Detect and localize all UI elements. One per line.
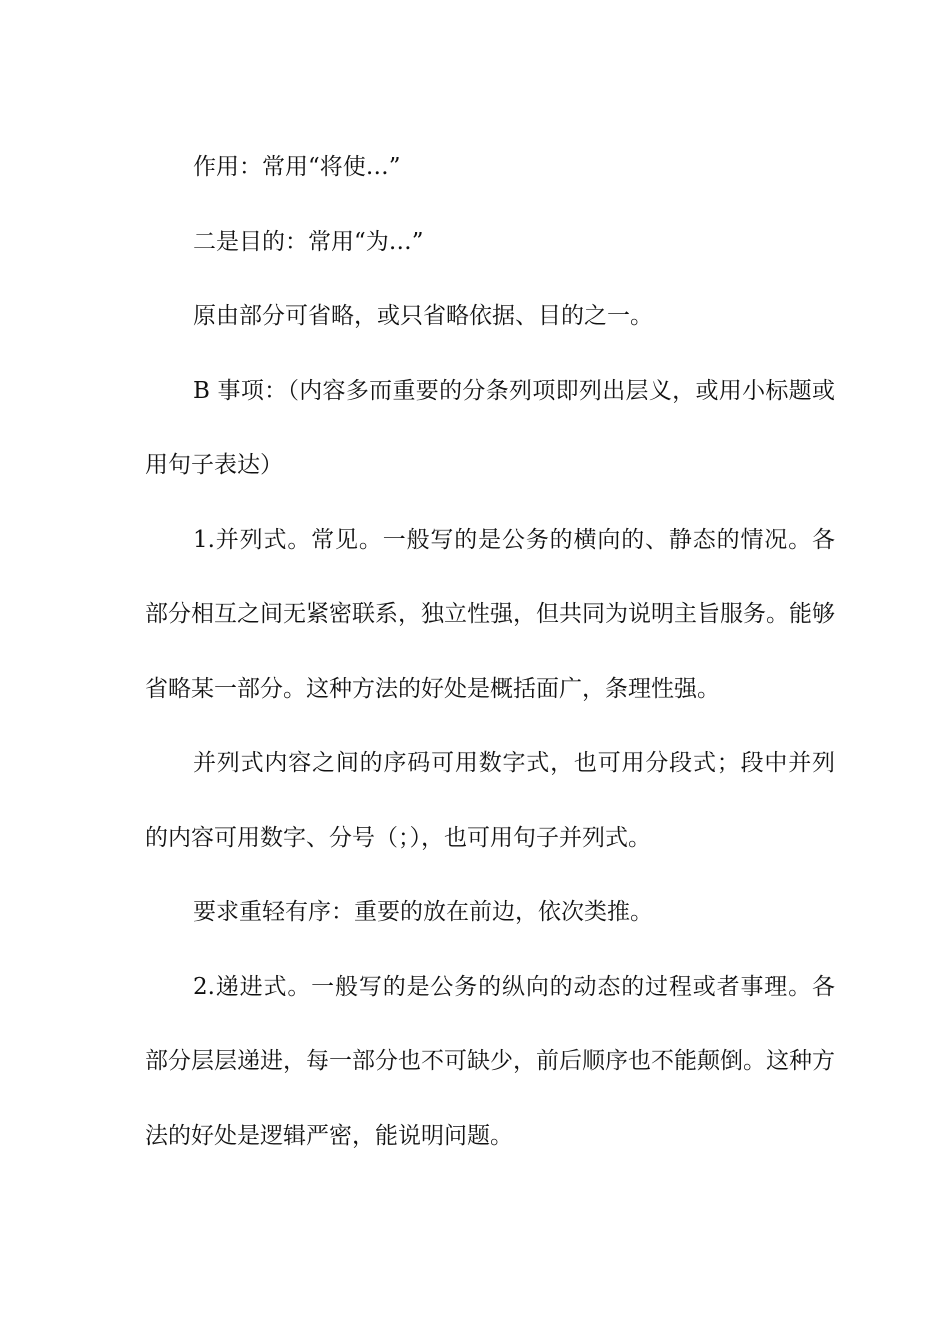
paragraph-progressive-style: 2.递进式。一般写的是公务的纵向的动态的过程或者事理。各部分层层递进，每一部分也不可缺少，前后顺序也不能颠倒。这种方法的好处是逻辑严密，能说明问题。 — [145, 973, 835, 1149]
document-body — [145, 130, 835, 1173]
paragraph-priority-order: 要求重轻有序：重要的放在前边，依次类推。 — [193, 899, 653, 925]
paragraph-reason-omit: 原由部分可省略，或只省略依据、目的之一。 — [193, 303, 653, 329]
paragraph-effect: 作用：常用“将使…” — [193, 154, 401, 180]
paragraph-matters: B 事项：（内容多而重要的分条列项即列出层义，或用小标题或用句子表达） — [145, 377, 835, 478]
paragraph-parallel-numbering: 并列式内容之间的序码可用数字式，也可用分段式；段中并列的内容可用数字、分号（；），也可用句子并列式。 — [145, 750, 835, 851]
paragraph-purpose: 二是目的：常用“为…” — [193, 228, 424, 255]
paragraph-parallel-style: 1.并列式。常见。一般写的是公务的横向的、静态的情况。各部分相互之间无紧密联系，独立性强，但共同为说明主旨服务。能够省略某一部分。这种方法的好处是概括面广，条理性强。 — [145, 526, 835, 702]
